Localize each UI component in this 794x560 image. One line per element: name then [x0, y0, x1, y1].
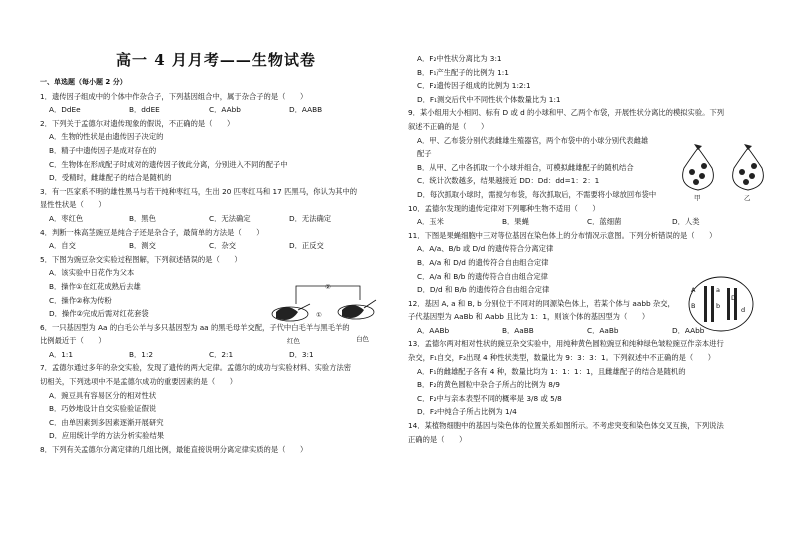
option[interactable]: C．由单因素到多因素逐渐开展研究 — [49, 417, 164, 427]
white-flower-body — [342, 305, 364, 318]
option[interactable]: 配子 — [417, 149, 432, 159]
section-heading: 一、单选题（每小题 2 分） — [40, 78, 127, 86]
option[interactable]: D．D/d 和 B/b 的遗传符合自由组合定律 — [417, 285, 550, 295]
bags-figure — [676, 138, 774, 200]
chromosome-figure — [686, 274, 756, 334]
question-q13: 13．孟德尔两对相对性状的豌豆杂交实验中，用纯种黄色圆粒豌豆和纯种绿色皱粒豌豆作亲本进行 — [408, 339, 724, 349]
question-q11: 11．下图是果蝇细胞中三对等位基因在染色体上的分布情况示意图。下列分析错误的是（ ） — [408, 230, 717, 240]
option[interactable]: B．F₁产生配子的比例为 1:1 — [417, 67, 509, 77]
option[interactable]: C．F₂中与亲本表型不同的概率是 3/8 或 5/8 — [417, 393, 562, 403]
label-two: ② — [325, 283, 331, 291]
option[interactable]: B．A/a 和 D/d 的遗传符合自由组合定律 — [417, 257, 549, 267]
question-q14: 14．某植物细胞中的基因与染色体的位置关系如图所示。不考虑突变和染色体交叉互换，下列说法 — [408, 421, 724, 431]
label-jia: 甲 — [694, 194, 701, 202]
label-D: D — [731, 294, 737, 302]
option[interactable]: C．无法确定 — [209, 213, 251, 223]
option[interactable]: C．2:1 — [209, 349, 234, 359]
question-q3-cont: 显性性状是（ ） — [40, 200, 106, 210]
right-column — [408, 52, 772, 446]
option[interactable]: B．黑色 — [129, 213, 156, 223]
option[interactable]: B．果蝇 — [502, 217, 529, 227]
question-q3: 3．有一匹家系不明的雄性黑马与若干纯种枣红马，生出 20 匹枣红马和 17 匹黑马，你认为其中的 — [40, 186, 358, 196]
option[interactable]: B．F₂的黄色圆粒中杂合子所占的比例为 8/9 — [417, 380, 560, 390]
option[interactable]: D．无法确定 — [289, 213, 332, 223]
question-q10: 10．孟德尔发现的遗传定律对下列哪种生物不适用（ ） — [408, 203, 600, 213]
option[interactable]: B．1:2 — [129, 349, 154, 359]
option[interactable]: C．操作②称为传粉 — [49, 295, 112, 305]
option[interactable]: C．A/a 和 B/b 的遗传符合自由组合定律 — [417, 271, 548, 281]
option[interactable]: B．精子中遗传因子是成对存在的 — [49, 145, 157, 155]
option[interactable]: D．F₁测交后代中不同性状个体数量比为 1:1 — [417, 94, 561, 104]
label-A: A — [691, 286, 696, 294]
option[interactable]: C．AAbb — [209, 105, 241, 115]
option[interactable]: A．该实验中日花作为父本 — [49, 268, 135, 278]
option[interactable]: B．测交 — [129, 241, 156, 251]
question-q6-cont: 比例最近于（ ） — [40, 336, 106, 346]
question-q12-cont: 子代基因型为 AaBb 和 Aabb 且比为 1：1，则该个体的基因型为（ ） — [408, 312, 650, 322]
option[interactable]: D．F₂中纯合子所占比例为 1/4 — [417, 407, 517, 417]
option[interactable]: D．正反交 — [289, 241, 324, 251]
options-q10 — [408, 215, 772, 229]
question-q6: 6．一只基因型为 Aa 的白毛公羊与多只基因型为 aa 的黑毛母羊交配，子代中白毛羊与黑毛羊的 — [40, 322, 350, 332]
option[interactable]: C．蓝细菌 — [587, 217, 622, 227]
option[interactable]: C．杂交 — [209, 241, 236, 251]
option[interactable]: D．受精时，雌雄配子的结合是随机的 — [49, 173, 172, 183]
page-title: 高一 4 月月考——生物试卷 — [116, 51, 316, 69]
option[interactable]: B．巧妙地设计自交实验验证假说 — [49, 404, 157, 414]
option[interactable]: D．AABB — [289, 105, 323, 115]
question-q4: 4．判断一株高茎豌豆是纯合子还是杂合子，最简单的方法是（ ） — [40, 227, 264, 237]
option[interactable]: D．3:1 — [289, 349, 314, 359]
options-q6 — [40, 348, 392, 362]
label-white: 白色 — [356, 335, 369, 343]
option[interactable]: A．枣红色 — [49, 213, 84, 223]
option[interactable]: A．F₂中性状分离比为 3:1 — [417, 54, 502, 63]
option[interactable]: C．AaBb — [587, 325, 619, 335]
option[interactable]: A．豌豆具有容易区分的相对性状 — [49, 390, 157, 400]
question-q9-cont: 叙述不正确的是（ ） — [408, 121, 489, 131]
label-d: d — [741, 306, 746, 314]
option[interactable]: A．1:1 — [49, 349, 74, 359]
option[interactable]: C．统计次数越多，结果越接近 DD：Dd：dd=1：2：1 — [417, 176, 600, 186]
question-q2: 2．下列关于孟德尔对遗传现象的假说，不正确的是（ ） — [40, 118, 235, 128]
options-q4 — [40, 239, 392, 253]
label-one: ① — [316, 311, 322, 319]
option[interactable]: B．操作①在红花成熟后去雄 — [49, 281, 141, 291]
question-q12: 12．基因 A, a 和 B, b 分别位于不同对的同源染色体上，若某个体与 aabb 杂交， — [408, 298, 675, 308]
option[interactable]: B．ddEE — [129, 105, 160, 115]
option[interactable]: A．F₁的雌雄配子各有 4 种，数量比均为 1：1：1：1，且雌雄配子的结合是随机的 — [417, 366, 686, 376]
option[interactable]: A．生物的性状是由遗传因子决定的 — [49, 132, 164, 142]
option[interactable]: D．操作②完成后需对红花套袋 — [49, 309, 149, 319]
options-q1 — [40, 103, 392, 117]
red-flower-body — [276, 307, 298, 320]
option[interactable]: A．A/a、B/b 或 D/d 的遗传符合分离定律 — [417, 244, 554, 254]
option[interactable]: B．AaBB — [502, 325, 534, 335]
option[interactable]: D．每次抓取小球时，需搅匀布袋，每次抓取后，不需要将小球放回布袋中 — [417, 189, 657, 199]
label-red: 红色 — [287, 337, 300, 345]
option[interactable]: A．玉米 — [417, 217, 444, 227]
cell-outline — [689, 277, 753, 331]
left-column — [40, 0, 392, 457]
question-q7: 7．孟德尔通过多年的杂交实验，发现了遗传的两大定律。孟德尔的成功与实验材料、实验方法密 — [40, 363, 352, 373]
question-q1: 1．遗传因子组成中的个体中作杂合子，下列基因组合中，属于杂合子的是（ ） — [40, 91, 308, 101]
question-q5: 5．下图为豌豆杂交实验过程图解，下列叙述错误的是（ ） — [40, 254, 242, 264]
option[interactable]: A．甲、乙布袋分别代表雌雄生殖器官，两个布袋中的小球分别代表雌雄 — [417, 135, 649, 145]
option[interactable]: B．从甲、乙中各抓取一个小球并组合，可模拟雌雄配子的随机结合 — [417, 162, 634, 172]
option[interactable]: A．自交 — [49, 241, 76, 251]
option[interactable]: A．DdEe — [49, 105, 81, 115]
option[interactable]: C．F₂遗传因子组成的比例为 1:2:1 — [417, 81, 531, 91]
question-q14-cont: 正确的是（ ） — [408, 434, 467, 444]
option[interactable]: A．AABb — [417, 325, 450, 335]
options-q3 — [40, 212, 392, 226]
option[interactable]: D．应用统计学的方法分析实验结果 — [49, 431, 165, 441]
question-q7-cont: 切相关，下列选项中不是孟德尔成功的重要因素的是（ ） — [40, 377, 238, 387]
option[interactable]: D．AAbb — [672, 325, 705, 335]
label-yi: 乙 — [744, 194, 751, 202]
label-B: B — [691, 302, 696, 310]
question-q8: 8．下列有关孟德尔分离定律的几组比例，最能直接说明分离定律实质的是（ ） — [40, 445, 308, 455]
question-q13-cont: 杂交，F₁自交，F₂出现 4 种性状类型，数量比为 9：3：3：1。下列叙述中不正确的是（ ） — [408, 353, 716, 363]
pea-cross-figure — [268, 282, 388, 344]
label-a: a — [716, 286, 720, 294]
option[interactable]: C．生物体在形成配子时成对的遗传因子彼此分离，分别进入不同的配子中 — [49, 159, 288, 169]
label-b: b — [716, 302, 721, 310]
option[interactable]: D．人类 — [672, 217, 700, 227]
question-q9: 9．某小组用大小相同、标有 D 或 d 的小球和甲、乙两个布袋，开展性状分离比的模拟实验。下列 — [408, 108, 725, 118]
